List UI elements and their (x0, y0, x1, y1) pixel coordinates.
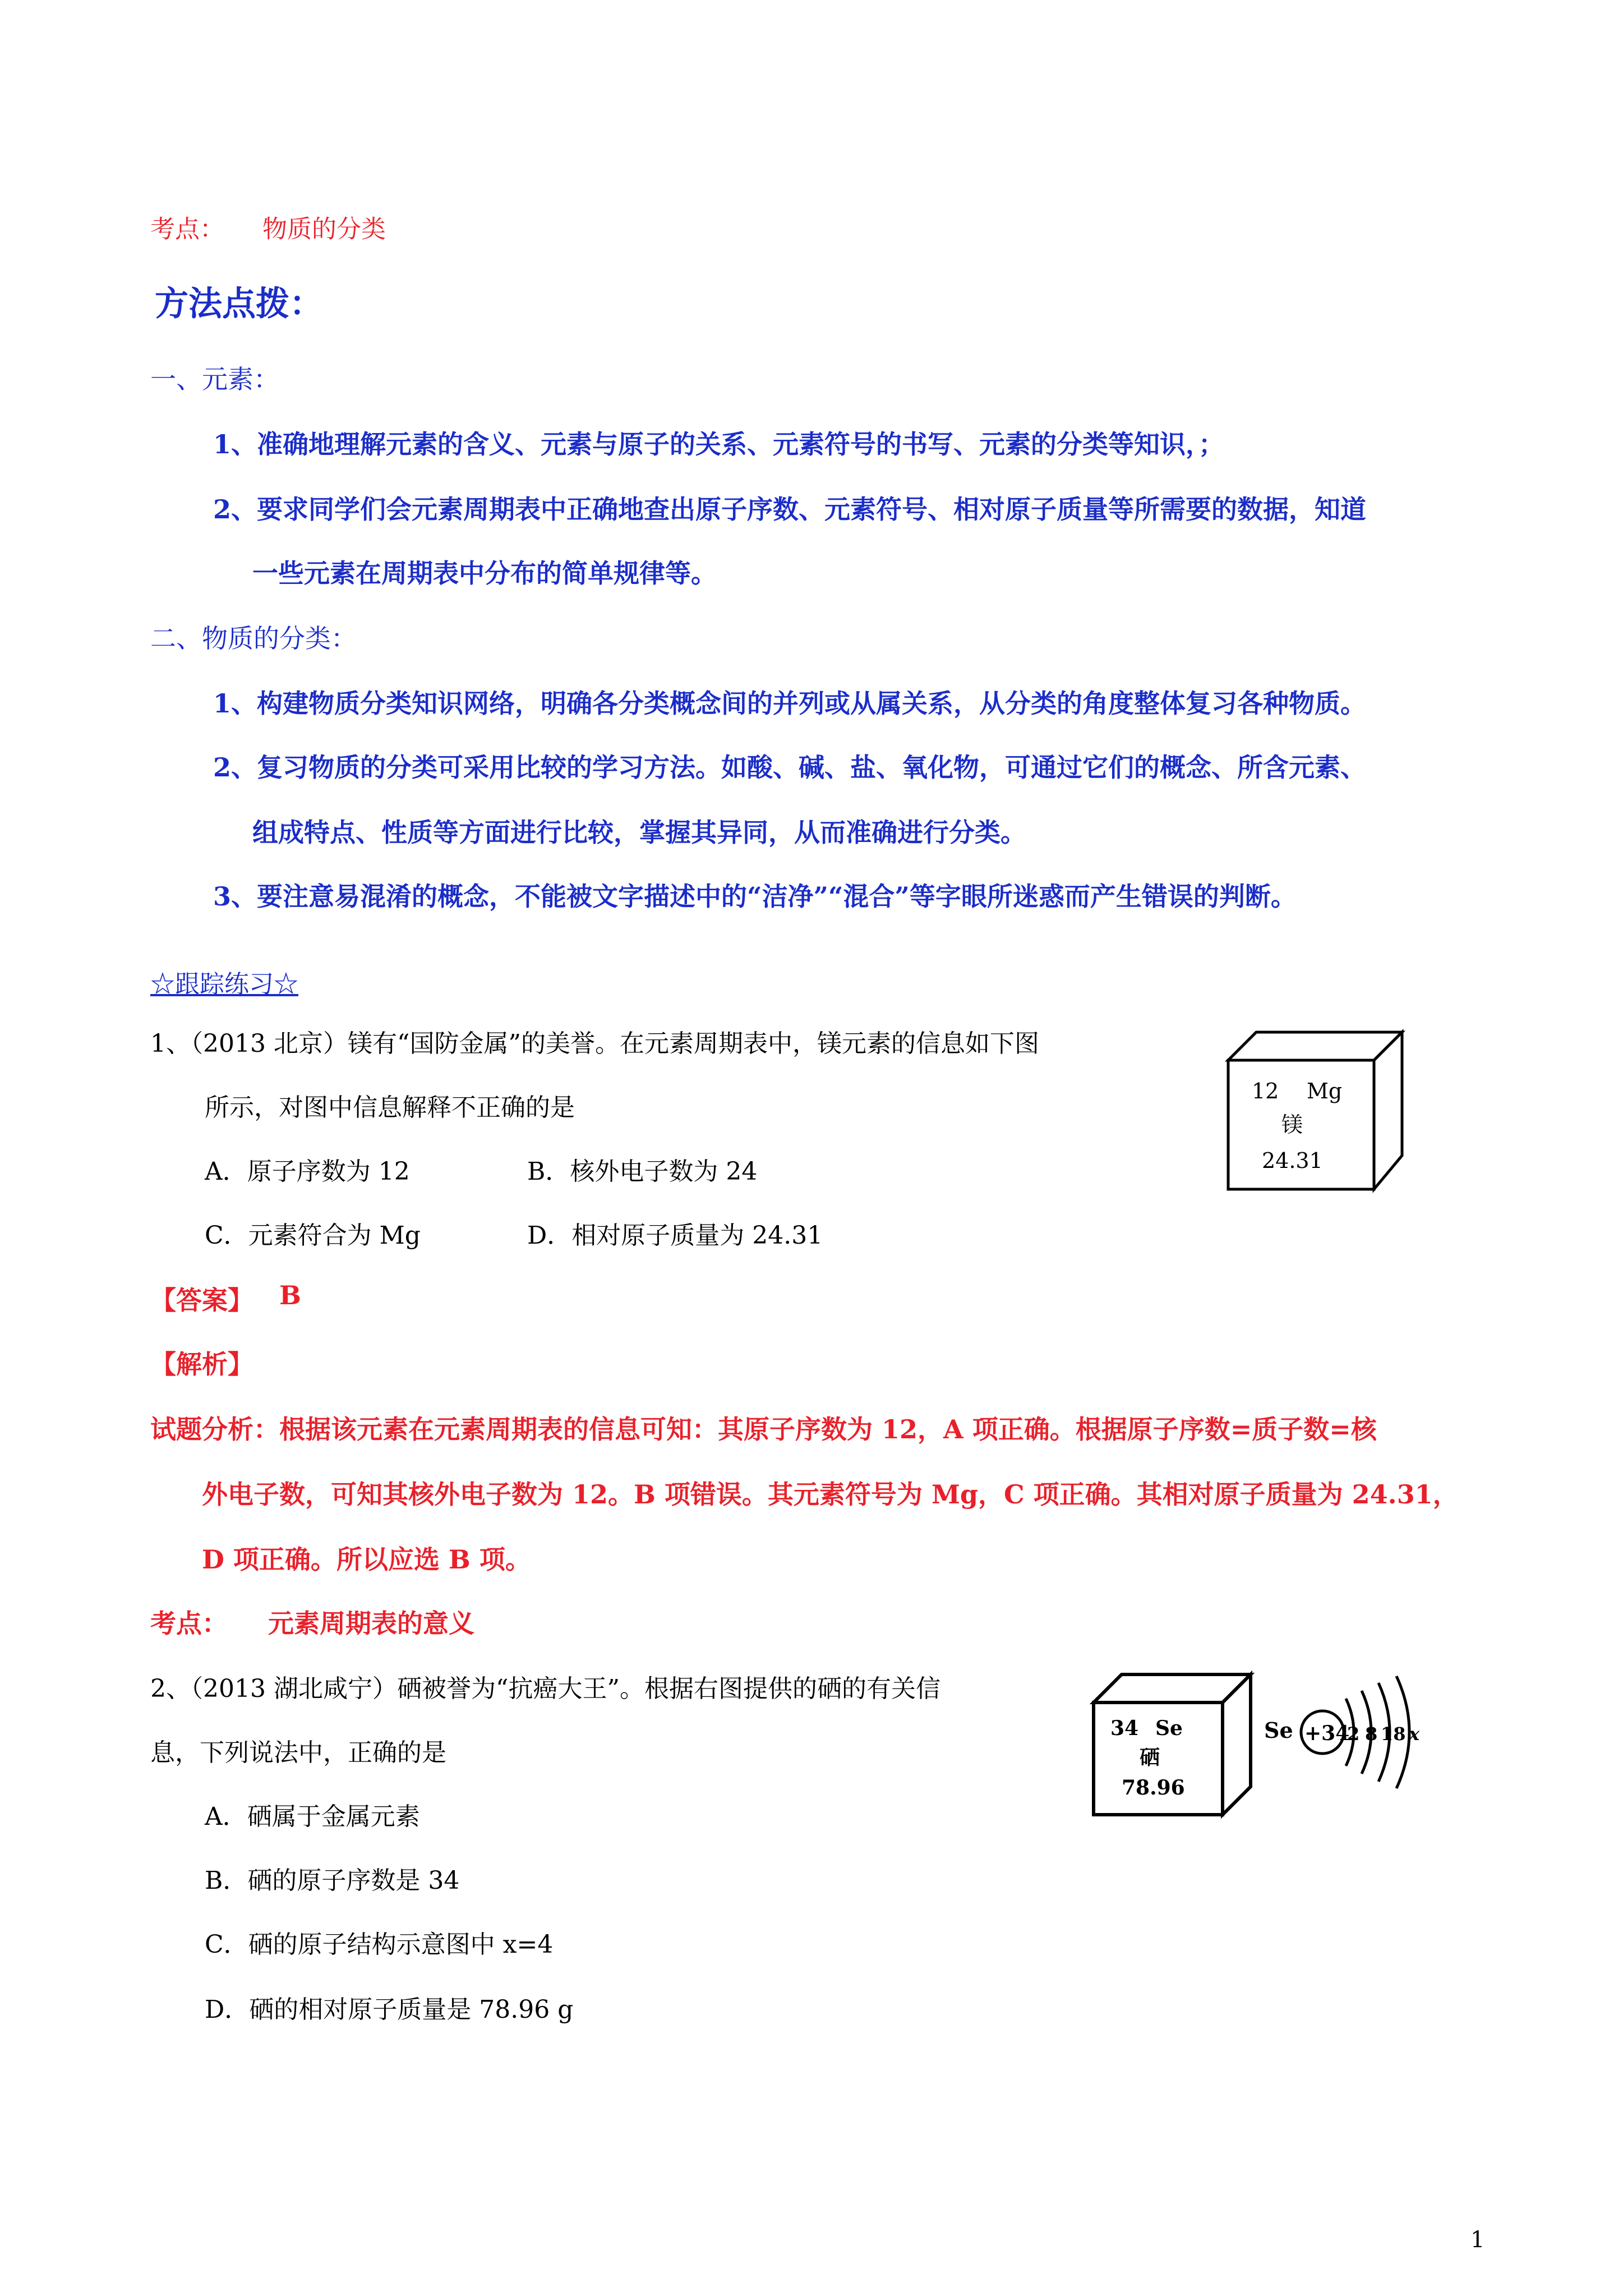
q1-answer-value: B (279, 1280, 301, 1310)
section1-item-2-cont: 一些元素在周期表中分布的简单规律等。 (252, 558, 717, 588)
section2-item-2-cont: 组成特点、性质等方面进行比较，掌握其异同，从而准确进行分类。 (252, 817, 1026, 848)
q2-atom-symbol: Se (1264, 1718, 1293, 1743)
q1-answer-label: 【答案】 (150, 1285, 253, 1315)
q2-shell-electrons-3: 18 (1381, 1723, 1406, 1745)
q2-stem-line1: 2、（2013 湖北咸宁）硒被誉为“抗癌大王”。根据右图提供的硒的有关信 (150, 1674, 940, 1703)
q1-analysis-line2: 外电子数，可知其核外电子数为 12。B 项错误。其元素符号为 Mg，C 项正确。其相对原子质量为 24.31， (202, 1479, 1459, 1510)
q1-kaodian-label: 考点： (150, 1608, 228, 1639)
q2-option-b: B．硒的原子序数是 34 (205, 1866, 460, 1895)
q1-option-d: D．相对原子质量为 24.31 (527, 1221, 823, 1250)
section2-item-3: 3、要注意易混淆的概念，不能被文字描述中的“洁净”“混合”等字眼所迷惑而产生错误的判断。 (213, 881, 1297, 912)
q1-option-c: C．元素符合为 Mg (205, 1221, 421, 1250)
q2-shell-electrons-4: x (1409, 1723, 1420, 1745)
q2-element-number: 34 (1110, 1717, 1139, 1740)
q1-element-number: 12 (1252, 1079, 1279, 1103)
q2-atom-nucleus-charge: +34 (1304, 1722, 1350, 1745)
q2-element-name: 硒 (1140, 1746, 1160, 1769)
q1-element-mass: 24.31 (1262, 1148, 1323, 1173)
q1-analysis-label: 【解析】 (150, 1349, 253, 1379)
q1-element-name: 镁 (1281, 1112, 1303, 1137)
q2-stem-line2: 息，下列说法中，正确的是 (150, 1738, 446, 1767)
page-number: 1 (1470, 2227, 1485, 2253)
kaodian-label: 考点： (150, 215, 224, 243)
section2-item-2: 2、复习物质的分类可采用比较的学习方法。如酸、碱、盐、氧化物，可通过它们的概念、所含元素、 (213, 752, 1367, 783)
section1-item-1: 1、准确地理解元素的含义、元素与原子的关系、元素符号的书写、元素的分类等知识，； (213, 429, 1225, 459)
q1-stem-line1: 1、（2013 北京）镁有“国防金属”的美誉。在元素周期表中，镁元素的信息如下图 (150, 1029, 1039, 1058)
q2-element-cube (1088, 1669, 1256, 1820)
q1-analysis-line1: 试题分析：根据该元素在元素周期表的信息可知：其原子序数为 12，A 项正确。根据原子序数=质子数=核 (150, 1414, 1377, 1444)
q2-element-symbol: Se (1155, 1717, 1183, 1740)
q2-shell-electrons-1: 2 (1347, 1723, 1360, 1745)
section1-item-2: 2、要求同学们会元素周期表中正确地查出原子序数、元素符号、相对原子质量等所需要的数据，知道 (213, 494, 1367, 524)
q2-element-mass: 78.96 (1122, 1776, 1185, 1800)
q1-option-b: B．核外电子数为 24 (527, 1157, 758, 1186)
q1-option-a: A．原子序数为 12 (205, 1157, 410, 1186)
practice-title[interactable]: ☆跟踪练习☆ (150, 970, 298, 999)
section2-heading: 二、物质的分类： (150, 623, 357, 654)
q2-option-c: C．硒的原子结构示意图中 x=4 (205, 1930, 554, 1959)
q2-option-d: D．硒的相对原子质量是 78.96 g (205, 1995, 574, 2024)
q2-shell-electrons-2: 8 (1365, 1723, 1378, 1745)
kaodian-topic: 物质的分类 (262, 215, 386, 243)
method-title: 方法点拨： (155, 284, 323, 324)
q1-element-symbol: Mg (1307, 1079, 1343, 1103)
q2-option-a: A．硒属于金属元素 (205, 1802, 420, 1831)
q1-analysis-line3: D 项正确。所以应选 B 项。 (202, 1544, 531, 1575)
q2-atom-structure-diagram (1262, 1672, 1447, 1818)
q1-stem-line2: 所示，对图中信息解释不正确的是 (205, 1093, 575, 1122)
section1-heading: 一、元素： (150, 364, 279, 394)
q1-kaodian-topic: 元素周期表的意义 (268, 1608, 474, 1639)
q1-element-cube (1223, 1027, 1413, 1195)
section2-item-1: 1、构建物质分类知识网络，明确各分类概念间的并列或从属关系，从分类的角度整体复习各种物质。 (213, 688, 1367, 719)
